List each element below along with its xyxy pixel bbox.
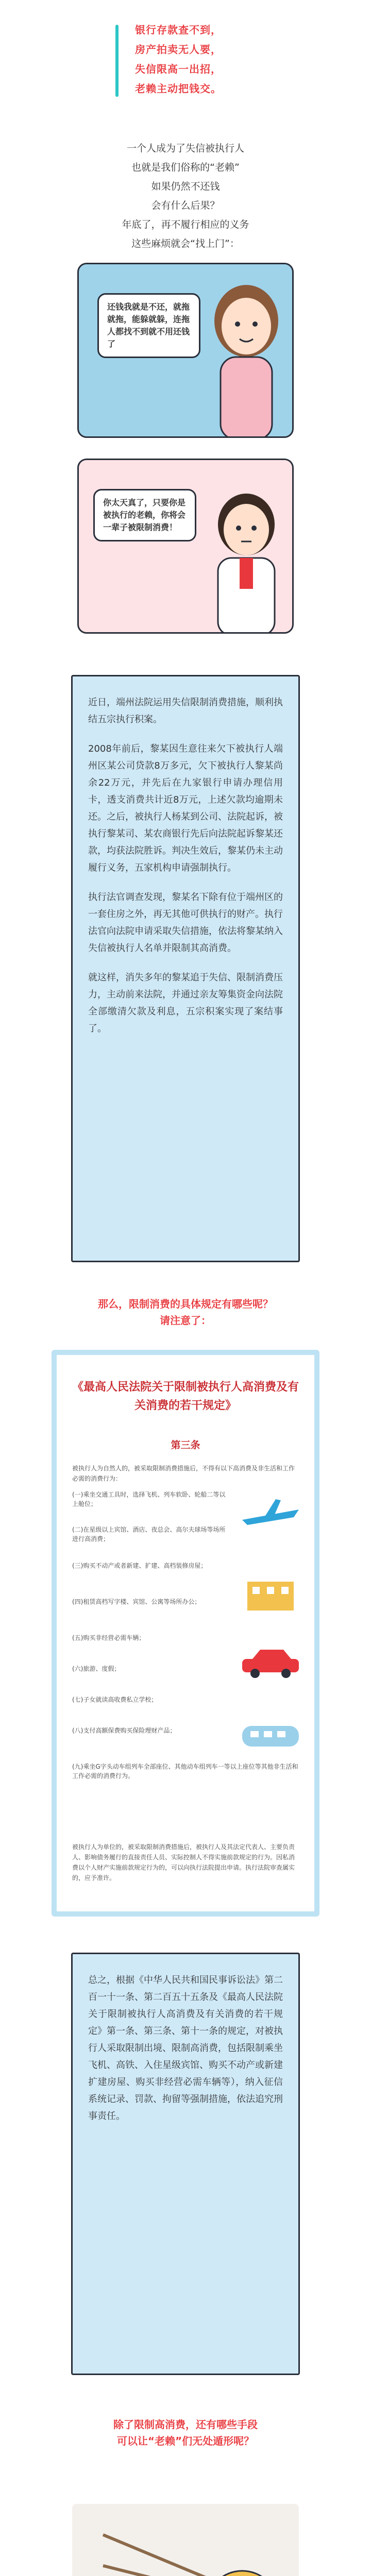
regulation-item: (五)购买非经营必需车辆； [72,1634,145,1641]
comic-panel-1 [77,263,294,438]
hotel-icon [242,1571,299,1613]
question-title [0,1296,371,1329]
question-line: 那么，限制消费的具体规定有哪些呢？ [98,1298,273,1310]
comic-panel-2 [77,459,294,634]
slogan-decoration [115,25,119,97]
case-paragraph: 近日，端州法院运用失信限制消费措施，顺利执结五宗执行积案。 [88,697,283,725]
car-icon [237,1643,304,1680]
regulation-footer: 被执行人为单位的，被采取限制消费措施后，被执行人及其法定代表人、主要负责人、影响债务履行的直接责任人员、实际控制人不得实施前款规定的行为。因私消费以个人财产实施前款规定行为的，可以向执行法院提出申请。执行法院审查属实的，应予准许。 [72,1843,295,1882]
question-line: 除了限制高消费，还有哪些手段 [113,2418,258,2431]
regulation-item: (七)子女就读高收费私立学校； [72,1696,158,1703]
regulation-item: (一)乘坐交通工具时，选择飞机、列车软卧、轮船二等以上舱位； [72,1491,226,1507]
intro-text [0,139,371,253]
regulation-document [52,1350,319,1917]
slogan-line: 失信限高一出招， [135,63,222,75]
speech-bubble: 还钱我就是不还，就拖就拖，能躲就躲，连拖人都找不到就不用还钱了 [97,293,200,358]
slogan-line: 老赖主动把钱交。 [135,82,222,95]
case-info-box [71,675,300,1262]
regulation-item: (四)租赁高档写字楼、宾馆、公寓等场所办公； [72,1598,201,1605]
case-paragraph: 就这样，消失多年的黎某追于失信、限制消费压力，主动前来法院，并通过亲友筹集资金向法院全部缴清欠款及利息，五宗积案实现了案结事了。 [88,972,283,1034]
speech-bubble: 你太天真了，只要你是被执行的老赖，你将会一辈子被限制消费！ [93,489,196,541]
airplane-icon [237,1494,304,1540]
regulation-item: (二)在星级以上宾馆、酒店、夜总会、高尔夫球场等场所进行高消费； [72,1526,226,1543]
regulation-item: (六)旅游、度假； [72,1665,121,1672]
intro-line: 年底了，再不履行相应的义务 [122,219,249,230]
case-paragraph: 2008年前后，黎某因生意往来欠下被执行人端州区某公司贷款8万多元，欠下被执行人黎某尚余22万元，并先后在九家银行申请办理信用卡，透支消费共计近8万元，上述欠款均逾期未还。之后，被执行人杨某到公司、法院起诉，被执行黎某司、某农商银行先后向法院起诉黎某还款，均获法院胜诉。判决生效后，黎某仍未主动履行义务，五家机构申请强制执行。 [88,743,283,873]
lawyer-figure [197,481,290,634]
regulation-title: 《最高人民法院关于限制被执行人高消费及有关消费的若干规定》 [72,1380,299,1412]
train-icon [237,1716,304,1757]
case-paragraph: 执行法官调查发现，黎某名下除有位于端州区的一套住房之外，再无其他可供执行的财产。执行法官向法院申请采取失信措施，依法将黎某纳入失信被执行人名单并限制其高消费。 [88,892,283,954]
question-line: 请注意了： [160,1314,211,1327]
slogan-block [0,0,371,134]
regulation-item: (八)支付高额保费购买保险理财产品； [72,1727,176,1734]
intro-line: 一个人成为了失信被执行人 [126,143,244,154]
regulation-subtitle: 第三条 [171,1439,200,1451]
intro-line: 如果仍然不还钱 [151,181,220,192]
regulation-intro: 被执行人为自然人的，被采取限制消费措施后，不得有以下高消费及非生活和工作必需的消费行为： [72,1465,295,1482]
intro-line: 这些麻烦就会“找上门”： [131,238,240,249]
tug-of-war-illustration [72,2504,299,2576]
question-line: 可以让“老赖”们无处遁形呢？ [116,2435,255,2447]
intro-line: 会有什么后果？ [151,200,220,211]
slogan-line: 银行存款查不到， [135,24,222,36]
summary-box [71,1953,300,2375]
intro-line: 也就是我们俗称的“老赖” [131,162,240,173]
question-title [0,2416,371,2449]
regulation-item: (九)乘坐G字头动车组列车全部座位、其他动车组列车一等以上座位等其他非生活和工作必需的消费行为。 [72,1763,298,1780]
slogan-line: 房产拍卖无人要， [135,43,222,56]
regulation-item: (三)购买不动产或者新建、扩建、高档装修房屋； [72,1562,207,1569]
debtor-figure [197,275,290,438]
summary-paragraph: 总之，根据《中华人民共和国民事诉讼法》第二百一十一条、第二百五十五条及《最高人民法院关于限制被执行人高消费及有关消费的若干规定》第一条、第三条、第十一条的规定，对被执行人采取限制出境、限制高消费，包括限制乘坐飞机、高铁、入住星级宾馆、购买不动产或新建扩建房屋、购买非经营必需车辆等），纳入征信系统记录、罚款、拘留等强制措施，依法追究刑事责任。 [88,1975,283,2122]
